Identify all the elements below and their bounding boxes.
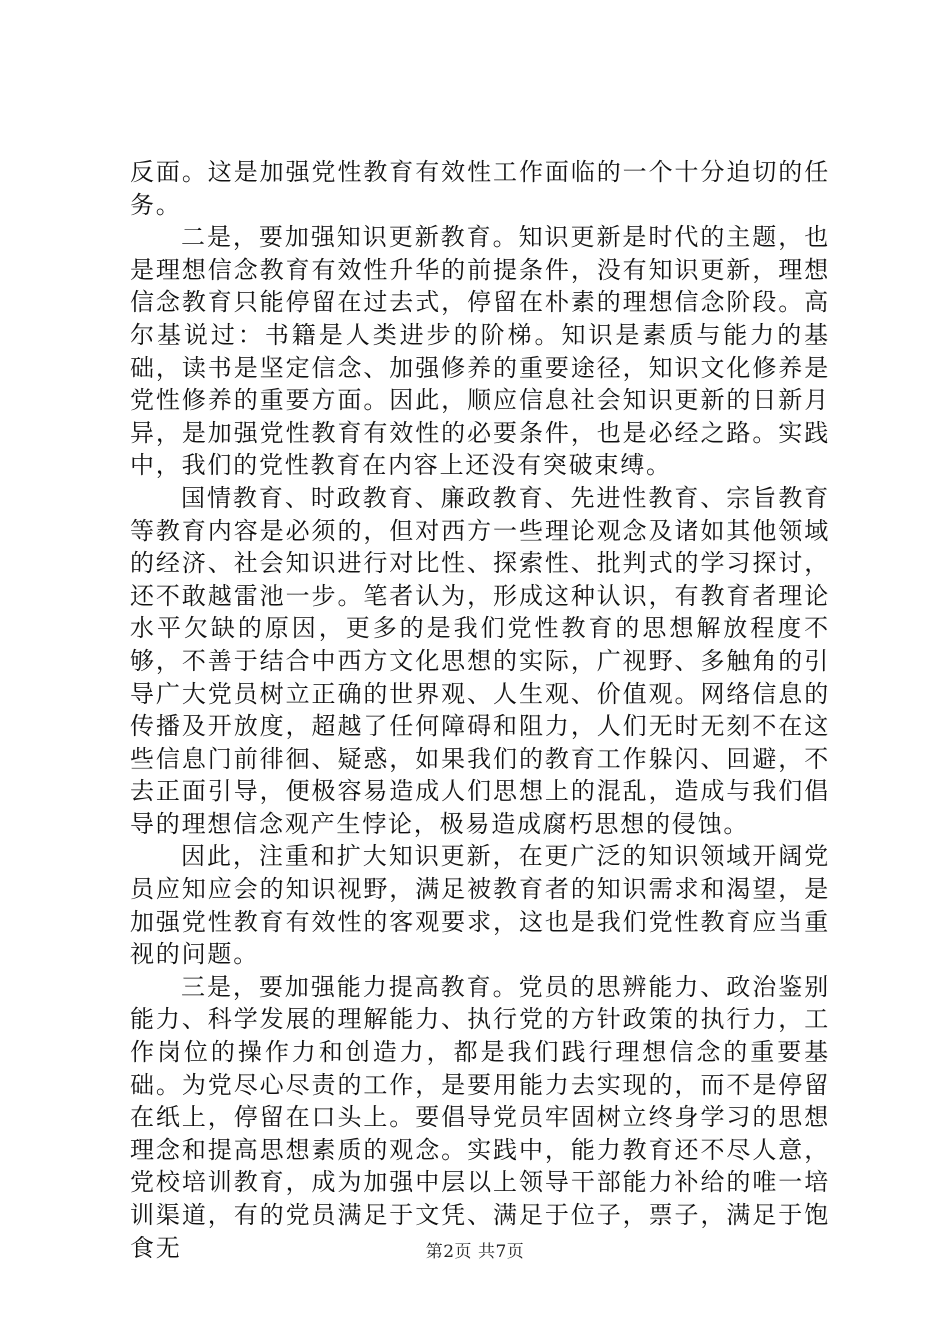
paragraph-2: 二是，要加强知识更新教育。知识更新是时代的主题，也是理想信念教育有效性升华的前提条件，没有知识更新，理想信念教育只能停留在过去式，停留在朴素的理想信念阶段。高尔基说过：书籍是人类进步的阶梯。知识是素质与能力的基础，读书是坚定信念、加强修养的重要途径，知识文化修养是党性修养的重要方面。因此，顺应信息社会知识更新的日新月异，是加强党性教育有效性的必要条件，也是必经之路。实践中，我们的党性教育在内容上还没有突破束缚。 bbox=[130, 223, 830, 480]
page-footer bbox=[0, 1240, 950, 1264]
paragraph-5: 三是，要加强能力提高教育。党员的思辨能力、政治鉴别能力、科学发展的理解能力、执行党的方针政策的执行力，工作岗位的操作力和创造力，都是我们践行理想信念的重要基础。为党尽心尽责的工作，是要用能力去实现的，而不是停留在纸上，停留在口头上。要倡导党员牢固树立终身学习的思想理念和提高思想素质的观念。实践中，能力教育还不尽人意，党校培训教育，成为加强中层以上领导干部能力补给的唯一培训渠道，有的党员满足于文凭、满足于位子，票子，满足于饱食无 bbox=[130, 972, 830, 1262]
paragraph-4: 因此，注重和扩大知识更新，在更广泛的知识领域开阔党员应知应会的知识视野，满足被教育者的知识需求和渴望，是加强党性教育有效性的客观要求，这也是我们党性教育应当重视的问题。 bbox=[130, 842, 830, 969]
page-number-label: 第2页 共7页 bbox=[425, 1242, 525, 1262]
paragraph-3: 国情教育、时政教育、廉政教育、先进性教育、宗旨教育等教育内容是必须的，但对西方一些理论观念及诸如其他领域的经济、社会知识进行对比性、探索性、批判式的学习探讨，还不敢越雷池一步。笔者认为，形成这种认识，有教育者理论水平欠缺的原因，更多的是我们党性教育的思想解放程度不够，不善于结合中西方文化思想的实际，广视野、多触角的引导广大党员树立正确的世界观、人生观、价值观。网络信息的传播及开放度，超越了任何障碍和阻力，人们无时无刻不在这些信息门前徘徊、疑惑，如果我们的教育工作躲闪、回避，不去正面引导，便极容易造成人们思想上的混乱，造成与我们倡导的理想信念观产生悖论，极易造成腐朽思想的侵蚀。 bbox=[130, 483, 830, 838]
paragraph-1: 反面。这是加强党性教育有效性工作面临的一个十分迫切的任务。 bbox=[130, 158, 830, 219]
document-body bbox=[130, 156, 830, 1264]
